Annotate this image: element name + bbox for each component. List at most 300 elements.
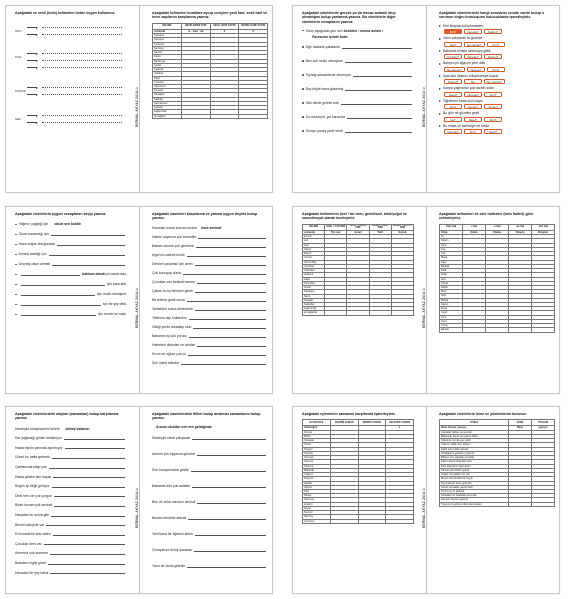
question-text: Bahçe için ağacını yere dikti xyxy=(443,61,486,66)
answer-line[interactable] xyxy=(42,58,122,61)
sentence-row xyxy=(152,314,268,323)
answer-line[interactable] xyxy=(42,51,122,54)
choice-box[interactable]: Nerede? xyxy=(444,129,462,134)
word-branch-area xyxy=(15,18,127,143)
table-cell: 3 xyxy=(239,29,268,33)
exercise-title: Aşağıdaki kelimelerin özel / tür isim, genel/özel, tekil/çoğul ve somut/soyut olarak inceleyiniz. xyxy=(302,212,407,221)
column-header: YÜKLEM xyxy=(532,420,555,426)
column-header: -e hali xyxy=(486,224,509,230)
answer-line[interactable] xyxy=(345,130,412,133)
answer-line[interactable] xyxy=(42,92,122,95)
row-label-cell: Çekirdek xyxy=(303,269,325,273)
answer-line[interactable] xyxy=(181,362,266,365)
row-label-cell: Arkadaşımız bekledik sonunda xyxy=(440,494,509,498)
sentence-row xyxy=(152,478,268,494)
example-answer: okula sen katıldı xyxy=(54,222,81,227)
sentence-row xyxy=(152,251,268,260)
choice-row xyxy=(439,79,555,84)
row-label-cell: Meyve denizindeki bir kayık xyxy=(440,477,509,481)
row-label-cell: Sağlıkçı xyxy=(153,97,182,101)
sentence-row xyxy=(302,54,414,68)
row-label-cell: Kimsesi xyxy=(153,89,182,93)
sentence-row xyxy=(152,332,268,341)
exercise-title: Aşağıdaki cümlelerdeki hangi sorularını cevabı vardır bulup o sorunun doğru kuruluşunu kutucuklarda işaretleyiniz. xyxy=(439,11,545,20)
answer-line[interactable] xyxy=(50,571,125,574)
answer-cell[interactable] xyxy=(486,328,509,332)
sentence-text: Havadan bu sonra gitti xyxy=(15,512,49,517)
question-text: Bu masa ve sandalye ne bizde xyxy=(443,123,490,128)
choice-box[interactable]: Kim? xyxy=(487,42,505,47)
question-text: Yarın çalışacak ta güzelce xyxy=(443,36,483,41)
answer-cell[interactable] xyxy=(463,328,486,332)
table-cell: Tür isim xyxy=(325,231,347,235)
answer-line[interactable] xyxy=(42,65,122,68)
choice-row xyxy=(439,29,555,34)
row-label-cell: Masa xyxy=(440,256,463,260)
bullet-icon xyxy=(15,264,17,266)
row-label-cell: Kedi xyxy=(440,269,463,273)
choice-box[interactable]: Ne zaman? xyxy=(484,79,505,84)
answer-line[interactable] xyxy=(42,85,122,88)
answer-line[interactable] xyxy=(194,549,266,552)
bullet-icon xyxy=(15,234,17,236)
answer-cell[interactable] xyxy=(391,311,413,315)
question-text: Babamla birlikte sinemaya gittik xyxy=(443,48,491,53)
answer-line[interactable] xyxy=(197,344,266,347)
row-label-cell: Mavi xyxy=(440,290,463,294)
answer-line[interactable] xyxy=(42,113,122,116)
root-word: GEL xyxy=(15,117,22,122)
answer-line[interactable] xyxy=(48,562,125,565)
sentence-text: Çocuklar ders var xyxy=(15,541,42,546)
row-label-cell: sağlıcımak xyxy=(303,307,325,311)
row-label-cell: Kuşlar ve kuşların bir çok xyxy=(440,473,509,477)
row-label-cell: Babamlar kendi yemeğimi aldım xyxy=(440,434,509,438)
spine-label: BERNAL AKYAZ 2014 © xyxy=(422,286,426,328)
choice-box[interactable]: Kim? xyxy=(484,117,502,122)
answer-cell[interactable] xyxy=(330,519,358,523)
row-label-cell: Umursuz xyxy=(303,519,331,523)
sentence-text: Babaların ilgisi güzel xyxy=(15,560,47,565)
row-label-cell: Öğretmen xyxy=(153,85,182,89)
sentence-text: Su durmuyor, yol kanımda xyxy=(305,115,345,120)
sentence-row xyxy=(15,299,127,309)
sentence-row xyxy=(152,350,268,359)
choice-box[interactable]: Neden? xyxy=(484,54,502,59)
bullet-icon xyxy=(15,284,17,286)
choice-box[interactable]: Nerede? xyxy=(464,54,482,59)
row-label-cell: Kuzu xyxy=(440,319,463,323)
answer-line[interactable] xyxy=(49,466,125,469)
row-label-cell: bulmaca xyxy=(153,34,182,38)
row-label-cell: Gelmek xyxy=(303,451,331,455)
row-label-cell: Çakmak xyxy=(153,68,182,72)
sentence-row xyxy=(15,424,127,434)
choice-box[interactable]: Neden? xyxy=(444,79,462,84)
choice-box[interactable]: Ne zaman? xyxy=(464,42,485,47)
answer-line[interactable] xyxy=(189,317,266,320)
sentence-text: Gittiği yerde arkadaşı oldu xyxy=(152,325,192,330)
spine-label: BERNAL AKYAZ 2014 © xyxy=(135,286,139,328)
sentence-row xyxy=(152,224,268,233)
worksheet-page-3 xyxy=(5,206,273,394)
worksheet-page-2 xyxy=(292,5,560,193)
answer-line[interactable] xyxy=(192,437,266,440)
choice-box[interactable]: Kim? xyxy=(464,129,482,134)
bullet-icon xyxy=(302,102,304,104)
table-cell: ormanda xyxy=(153,29,182,33)
row-label-cell: Kapı xyxy=(440,260,463,264)
answer-line[interactable] xyxy=(52,263,125,266)
sentence-row xyxy=(15,568,127,578)
row-label-cell: Çocuklar bahçe oynuyorlar xyxy=(440,430,509,434)
answer-line[interactable] xyxy=(42,32,122,35)
column-header: TEKİL / ÇOĞUL İSİM xyxy=(347,224,369,230)
answer-line[interactable] xyxy=(197,501,266,504)
sentence-list xyxy=(302,40,414,138)
row-label-cell: Limon xyxy=(440,324,463,328)
table-row xyxy=(153,114,268,118)
sentence-text: Dedi hem de çok yorgun xyxy=(15,493,52,498)
answer-line[interactable] xyxy=(65,446,126,449)
choice-box[interactable]: Kim? xyxy=(487,67,505,72)
sentence-row xyxy=(15,239,127,249)
sentence-text: Yemekten sonra dinlenmek xyxy=(152,307,193,312)
tense-table xyxy=(302,419,414,523)
question-text: Kanpa yağmurlar çok sisinin sular xyxy=(443,86,494,91)
left-exercise xyxy=(15,11,127,189)
triangle-icon xyxy=(439,88,441,90)
table-cell: Kitap xyxy=(440,230,463,234)
arrow-icon xyxy=(27,60,37,61)
answer-line[interactable] xyxy=(191,469,266,472)
sentence-row xyxy=(15,549,127,559)
sentence-row xyxy=(302,124,414,138)
row-label-cell: Yumurta xyxy=(153,80,182,84)
answer-line[interactable] xyxy=(21,273,81,276)
answer-line[interactable] xyxy=(345,88,412,91)
answer-line[interactable] xyxy=(347,116,412,119)
choice-box[interactable]: Kim? xyxy=(444,29,462,34)
answer-cell[interactable] xyxy=(358,519,386,523)
arrow-icon xyxy=(27,115,37,116)
sentence-row xyxy=(152,542,268,558)
choice-box[interactable]: Kimle? xyxy=(484,104,502,109)
choice-row xyxy=(439,129,555,134)
example-answer: kesilden / mecaz anlam / xyxy=(343,28,383,33)
sentence-row xyxy=(152,510,268,526)
answer-line[interactable] xyxy=(342,46,412,49)
answer-line[interactable] xyxy=(21,303,101,306)
row-label-cell: Çanta xyxy=(153,63,182,67)
answer-line[interactable] xyxy=(21,283,105,286)
answer-cell[interactable] xyxy=(210,114,239,118)
arrow-icon xyxy=(27,53,37,54)
left-exercise xyxy=(302,212,414,390)
exercise-title: Aşağıdaki cümleleri karşılarına ve yanına uygun deyimi bulup yazınız. xyxy=(152,212,258,221)
answer-cell[interactable] xyxy=(532,328,555,332)
row-label-cell: Okuyor xyxy=(303,430,331,434)
choice-box[interactable]: Neden? xyxy=(484,29,502,34)
sentence-row xyxy=(152,462,268,478)
answer-line[interactable] xyxy=(188,353,266,356)
choice-box[interactable]: Kim? xyxy=(444,104,462,109)
answer-cell[interactable] xyxy=(239,114,268,118)
row-label-cell: Yazacak xyxy=(303,439,331,443)
answer-cell[interactable] xyxy=(509,328,532,332)
answer-line[interactable] xyxy=(183,272,266,275)
column-header: GEÇMİŞ ZAMAN xyxy=(330,420,358,426)
choice-box[interactable]: Kimde? xyxy=(464,104,482,109)
sentence-text: Babamın işi çok yorucu xyxy=(152,334,188,339)
column-header: KELİME xyxy=(153,23,182,29)
answer-line[interactable] xyxy=(188,517,266,520)
right-exercise xyxy=(439,212,555,390)
spine-label: BERNAL AKYAZ 2014 © xyxy=(135,85,139,127)
choice-row xyxy=(439,117,555,122)
answer-line[interactable] xyxy=(64,437,125,440)
choice-box[interactable]: Kaç? xyxy=(444,42,462,47)
bullet-icon xyxy=(302,130,304,132)
row-label-cell: Şemsiye xyxy=(153,46,182,50)
answer-line[interactable] xyxy=(21,293,95,296)
column-header: -de hali xyxy=(509,224,532,230)
sentence-text: Okulu kazandığı için xyxy=(18,232,50,237)
row-label-cell: Pişti xyxy=(303,490,331,494)
answer-line[interactable] xyxy=(42,120,122,123)
sentence-text: Ben ve onlar canımız sevindi xyxy=(152,500,196,505)
answer-line[interactable] xyxy=(195,308,266,311)
choice-box[interactable]: Nerede? xyxy=(464,29,482,34)
row-label-cell: sağlıcımak xyxy=(153,110,182,114)
answer-line[interactable] xyxy=(187,565,266,568)
row-label-cell: Kalem kendi dosyada tutar xyxy=(440,460,509,464)
answer-line[interactable] xyxy=(53,475,125,478)
row-label-cell: Çanta xyxy=(440,281,463,285)
sentence-row xyxy=(152,269,268,278)
choice-box[interactable]: Nasıl? xyxy=(484,129,502,134)
answer-line[interactable] xyxy=(21,313,96,316)
answer-line[interactable] xyxy=(57,243,125,246)
answer-line[interactable] xyxy=(54,494,125,497)
sentence-row xyxy=(15,501,127,511)
question-text: Bu gün ne güzelim geçti xyxy=(443,111,480,116)
example-sub-text: Arama okuldan sen eve geldiğinde xyxy=(156,425,212,430)
row-label-cell: Sıkılmış xyxy=(303,464,331,468)
sentence-text: Ağır hastalık yakalandı xyxy=(305,45,340,50)
column-header: ŞİMDİKİ ZAMAN xyxy=(358,420,386,426)
row-label-cell: Tarayor xyxy=(303,447,331,451)
sentence-text: Kardeşim kütüphanemi kirletti xyxy=(15,426,60,431)
triangle-icon xyxy=(439,75,441,77)
spine-label: BERNAL AKYAZ 2014 © xyxy=(422,85,426,127)
sentence-tail: için bir şey dedi. xyxy=(102,302,127,307)
choice-box[interactable]: Ne xyxy=(464,79,482,84)
sentence-row xyxy=(15,249,127,259)
row-label-cell: armağanlar xyxy=(303,311,325,315)
sentence-row xyxy=(152,430,268,446)
row-label-cell: Güzel xyxy=(303,286,325,290)
row-label-cell: Topçumuz gelmesi düzenlenmişken xyxy=(440,502,509,506)
example-answer: baklava alındı xyxy=(82,272,105,277)
exercise-title: Aşağıdaki cümlelerde gerçek ya da mecaz anlamlı olup olmadığını bulup yanlarına yazınız. Bu cümlelerle diğer cümlelerin cevaplarını yazınız. xyxy=(302,11,396,24)
sentence-text: Son ödevi bitirdim xyxy=(152,361,179,366)
answer-cell[interactable] xyxy=(325,311,347,315)
row-label-cell: Bizlere onu çalıştığı çocuklar xyxy=(440,456,509,460)
answer-line[interactable] xyxy=(51,233,125,236)
choice-row xyxy=(439,104,555,109)
exercise-title: Aşağıdaki cümlelerin uygun cevaplarını seçip yazınız. xyxy=(15,212,107,216)
sentence-text: Bizim hocam çok sevindi xyxy=(15,503,53,508)
bullet-icon xyxy=(15,254,17,256)
bullet-icon xyxy=(302,74,304,76)
sentence-row xyxy=(152,296,268,305)
answer-line[interactable] xyxy=(198,236,266,239)
sentence-row xyxy=(15,530,127,540)
choice-box[interactable]: Kim? xyxy=(484,92,502,97)
sentence-row xyxy=(302,110,414,124)
worksheet-page-1 xyxy=(5,5,273,193)
choice-box[interactable]: Nasıl? xyxy=(444,92,462,97)
sentence-row xyxy=(152,323,268,332)
answer-line[interactable] xyxy=(50,552,125,555)
choice-row xyxy=(439,92,555,97)
row-label-cell: pamukçusu xyxy=(153,101,182,105)
column-header: HECELERİNE AYIR xyxy=(181,23,210,29)
choice-box[interactable]: Ne zaman? xyxy=(444,67,465,72)
sentence-text: Telefonu alıp kullandım xyxy=(152,316,187,321)
answer-line[interactable] xyxy=(345,60,412,63)
sentence-tail: için mutlu olmuşum. xyxy=(97,292,127,297)
row-label-cell: Ekşimi xyxy=(303,252,325,256)
idiom-list xyxy=(152,224,268,368)
arrow-icon xyxy=(27,94,37,95)
worksheet-page-4 xyxy=(292,206,560,394)
table-cell: Genel xyxy=(347,231,369,235)
answer-line[interactable] xyxy=(197,453,266,456)
answer-line[interactable] xyxy=(44,542,125,545)
choice-box[interactable]: Kiminle? xyxy=(444,54,462,59)
row-label-cell: Defter xyxy=(440,286,463,290)
answer-line[interactable] xyxy=(195,533,266,536)
sentence-text: Çantasında kitap yok xyxy=(15,465,47,470)
answer-cell[interactable] xyxy=(347,311,369,315)
answer-cell[interactable] xyxy=(181,114,210,118)
sentence-text: Kar yağacağı günler bekleniyor xyxy=(15,436,62,441)
column-header: Yalın hali xyxy=(440,224,463,230)
row-label-cell: Fırtına iyi ve gülerek xyxy=(440,490,509,494)
sentence-tail: için emrim ve nasıl. xyxy=(97,312,127,317)
sentence-text: Dersleri çalışmak için derin xyxy=(152,262,193,267)
answer-line[interactable] xyxy=(49,253,126,256)
row-label-cell: Sarılı xyxy=(303,294,325,298)
answer-line[interactable] xyxy=(197,281,266,284)
answer-line[interactable] xyxy=(53,533,125,536)
answer-line[interactable] xyxy=(193,326,266,329)
choice-box[interactable]: Nerede? xyxy=(464,92,482,97)
bullet-icon xyxy=(302,116,304,118)
row-label-cell: Kamyon hemen geçiyor xyxy=(440,498,509,502)
answer-line[interactable] xyxy=(52,456,125,459)
answer-cell[interactable] xyxy=(369,311,391,315)
table-row xyxy=(440,328,555,332)
answer-line[interactable] xyxy=(189,335,266,338)
bullet-icon xyxy=(15,224,17,226)
right-exercise xyxy=(152,412,268,590)
root-word: OKU xyxy=(15,29,22,34)
row-label-cell: balıkçılar xyxy=(303,302,325,306)
example-answer: ilave sevindi xyxy=(201,226,222,231)
answer-line[interactable] xyxy=(196,245,266,248)
answer-line[interactable] xyxy=(51,514,125,517)
sentence-text: Dün buraya kadar geldik xyxy=(152,468,189,473)
row-label-cell: Bebek xyxy=(440,298,463,302)
sentence-text: Havadan bir şey istedi xyxy=(15,570,49,575)
answer-cell[interactable] xyxy=(386,519,414,523)
answer-line[interactable] xyxy=(187,254,266,257)
row-label-cell: bayram xyxy=(153,51,182,55)
answer-line[interactable] xyxy=(341,102,412,105)
answer-line[interactable] xyxy=(52,485,126,488)
bullet-icon xyxy=(15,244,17,246)
question-box-list xyxy=(439,23,555,134)
sentence-row xyxy=(15,269,127,279)
arrow-icon xyxy=(27,27,37,28)
table-cell: Tekil xyxy=(369,231,391,235)
verb-sentence-list xyxy=(152,430,268,574)
choice-box[interactable]: Nasıl? xyxy=(464,117,482,122)
row-label-cell: Yağmur yağdı dün akşam xyxy=(440,443,509,447)
column-header: -i hali xyxy=(463,224,486,230)
row-label-cell: Ceviz xyxy=(440,311,463,315)
table-row xyxy=(440,502,555,506)
answer-line[interactable] xyxy=(54,504,125,507)
row-label-cell: Koşmuş xyxy=(303,460,331,464)
answer-cell[interactable] xyxy=(509,502,532,506)
sentence-row xyxy=(15,289,127,299)
answer-line[interactable] xyxy=(46,523,125,526)
sentence-text: Çabuk bu işi bitirmen gerek xyxy=(152,289,194,294)
answer-line[interactable] xyxy=(192,485,266,488)
choice-box[interactable]: Nereye? xyxy=(467,67,485,72)
triangle-icon xyxy=(439,100,441,102)
bullet-icon xyxy=(302,30,304,32)
sentence-row xyxy=(15,539,127,549)
case-table xyxy=(439,224,555,333)
sentence-text: Benim bahçede var xyxy=(15,522,45,527)
sentence-row xyxy=(15,434,127,444)
sentence-row xyxy=(15,520,127,530)
answer-cell[interactable] xyxy=(532,502,555,506)
row-label-cell: Hafta sonu tatile gitmek xyxy=(440,447,509,451)
answer-line[interactable] xyxy=(187,299,266,302)
row-label-cell: Buldu xyxy=(303,434,331,438)
left-exercise xyxy=(15,212,127,390)
bullet-icon xyxy=(15,294,17,296)
row-label-cell: Ahmet Bey xyxy=(303,260,325,264)
sentence-row xyxy=(152,287,268,296)
question-text: Ayla dün kitabını kütüphaneye koydu xyxy=(443,73,499,78)
choice-row xyxy=(439,54,555,59)
root-word: KOŞ xyxy=(15,55,22,60)
row-label-cell: Papağan xyxy=(303,290,325,294)
answer-line[interactable] xyxy=(195,290,266,293)
answer-line[interactable] xyxy=(353,74,412,77)
answer-line[interactable] xyxy=(195,263,266,266)
row-label-cell: Kağıt xyxy=(303,277,325,281)
choice-box[interactable]: Ne? xyxy=(444,117,462,122)
answer-line[interactable] xyxy=(42,25,122,28)
